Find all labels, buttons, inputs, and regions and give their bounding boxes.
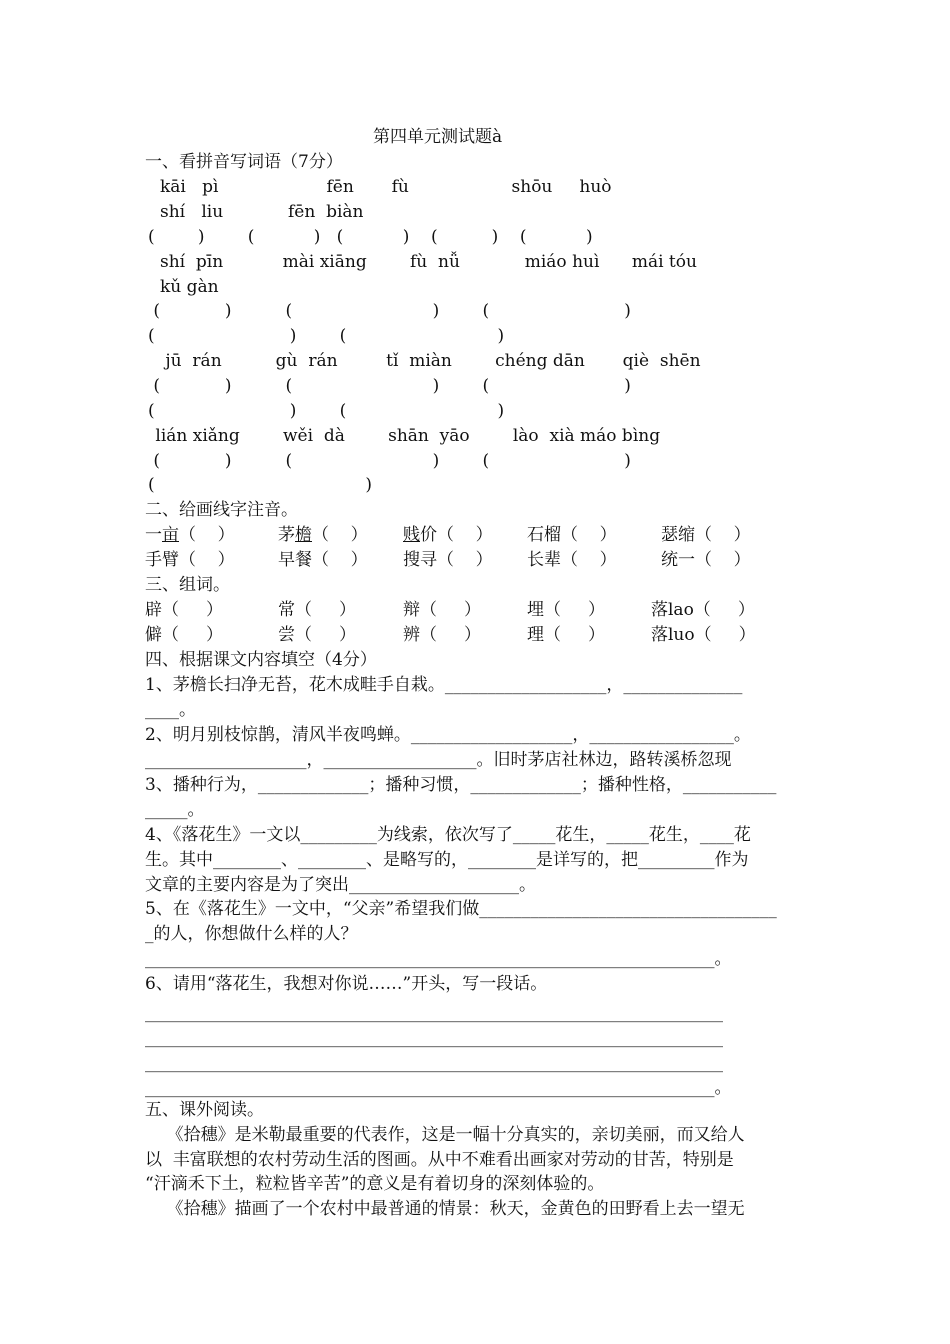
section-5-heading: 五、课外阅读。 — [145, 1100, 264, 1120]
writing-line: ___________________________________________________________________。 — [145, 1078, 732, 1098]
word-item: 辨（ ） — [403, 625, 482, 645]
pinyin-row: kāi pì fēn fù shōu huò — [160, 177, 612, 197]
fill-line: _____。 — [145, 800, 205, 820]
word-item: 埋（ ） — [527, 600, 606, 620]
reading-paragraph-line: “汗滴禾下土，粒粒皆辛苦”的意义是有着切身的深刻体验的。 — [145, 1174, 605, 1194]
fill-line: 5、在《落花生》一文中，“父亲”希望我们做___________________________________ — [145, 899, 777, 919]
answer-row: ( ) — [148, 475, 373, 495]
fill-line: 2、明月别枝惊鹊，清风半夜鸣蝉。___________________，_________________。 — [145, 725, 751, 745]
word-item: 尝（ ） — [278, 625, 357, 645]
fill-line: 3、播种行为，_____________；播种习惯，_____________；播种性格，___________ — [145, 775, 777, 795]
word-item: 瑟缩（ ） — [661, 525, 751, 545]
fill-line: 4、《落花生》一文以_________为线索，依次写了_____花生，_____花生，____花 — [145, 825, 751, 845]
word-item: 手臂（ ） — [145, 550, 235, 570]
reading-paragraph-line: 《拾穗》描画了一个农村中最普通的情景：秋天，金黄色的田野看上去一望无 — [145, 1199, 745, 1219]
word-item: 理（ ） — [527, 625, 606, 645]
fill-line: ____。 — [145, 700, 196, 720]
section-4-heading: 四、根据课文内容填空（4分） — [145, 650, 377, 670]
fill-line: ___________________________________________________________________。 — [145, 949, 732, 969]
answer-row: ( ) ( ) — [148, 326, 505, 346]
pinyin-row: kǔ gàn — [160, 277, 219, 297]
word-item: 茅檐（ ） — [278, 525, 368, 545]
word-item: 辩（ ） — [403, 600, 482, 620]
reading-paragraph-line: 以 丰富联想的农村劳动生活的图画。从中不难看出画家对劳动的甘苦，特别是 — [145, 1150, 734, 1170]
writing-line: ____________________________________________________________________ — [145, 1003, 723, 1023]
page-title: 第四单元测试题à — [373, 127, 503, 147]
word-item: 统一（ ） — [661, 550, 751, 570]
word-item: 僻（ ） — [145, 625, 224, 645]
word-item: 贱价（ ） — [403, 525, 493, 545]
answer-row: ( ) ( ) — [148, 401, 505, 421]
word-item: 常（ ） — [278, 600, 357, 620]
word-item: 石榴（ ） — [527, 525, 617, 545]
pinyin-row: lián xiǎng wěi dà shān yāo lào xià máo bìng — [150, 426, 661, 446]
section-2-heading: 二、给画线字注音。 — [145, 500, 298, 520]
reading-paragraph-line: 《拾穗》是米勒最重要的代表作，这是一幅十分真实的，亲切美丽，而又给人 — [145, 1125, 745, 1145]
word-item: 辟（ ） — [145, 600, 224, 620]
fill-line: 1、茅檐长扫净无苔，花木成畦手自栽。___________________，______________ — [145, 675, 743, 695]
word-item: 长辈（ ） — [527, 550, 617, 570]
word-item: 早餐（ ） — [278, 550, 368, 570]
fill-line: 文章的主要内容是为了突出____________________。 — [145, 875, 536, 895]
pinyin-row: jū rán gù rán tǐ miàn chéng dān qiè shēn — [160, 351, 701, 371]
fill-line: 6、请用“落花生，我想对你说……”开头，写一段话。 — [145, 974, 548, 994]
word-item: 落lao（ ） — [651, 600, 755, 620]
word-item: 一亩（ ） — [145, 525, 235, 545]
pinyin-row: shí pīn mài xiāng fù nǚ miáo huì mái tóu — [160, 252, 697, 272]
word-item: 搜寻（ ） — [403, 550, 493, 570]
writing-line: ____________________________________________________________________ — [145, 1028, 723, 1048]
answer-row: ( ) ( ) ( ) — [148, 376, 631, 396]
fill-line: 生。其中________、________、是略写的，________是详写的，把_________作为 — [145, 850, 749, 870]
pinyin-row: shí liu fēn biàn — [160, 202, 364, 222]
word-item: 落luo（ ） — [651, 625, 756, 645]
section-3-heading: 三、组词。 — [145, 575, 230, 595]
writing-line: ____________________________________________________________________ — [145, 1053, 723, 1073]
fill-line: _的人，你想做什么样的人？ — [145, 924, 358, 944]
fill-line: ___________________，__________________。旧时茅店社林边，路转溪桥忽现 — [145, 750, 732, 770]
answer-row: ( ) ( ) ( ) — [148, 301, 631, 321]
answer-row: ( ) ( ) ( ) — [148, 451, 631, 471]
section-1-heading: 一、看拼音写词语（7分） — [145, 152, 343, 172]
answer-row: ( ) ( ) ( ) ( ) ( ) — [148, 227, 593, 247]
